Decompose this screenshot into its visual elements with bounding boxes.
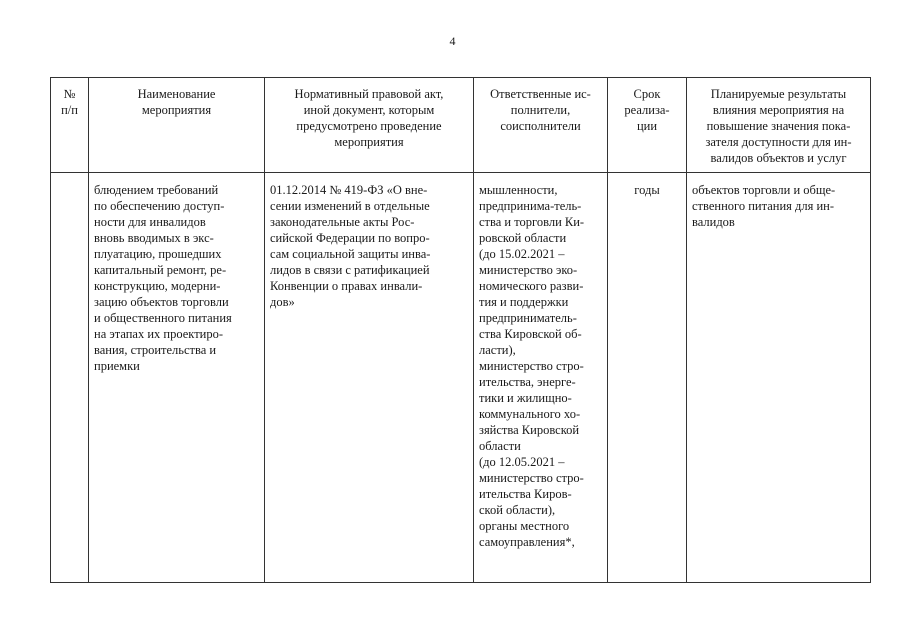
text-line: зацию объектов торговли xyxy=(94,295,229,309)
text-line: предусмотрено проведение xyxy=(296,119,442,133)
text-line: предприниматель- xyxy=(479,311,577,325)
text-line: на этапах их проектиро- xyxy=(94,327,224,341)
text-line: Наименование xyxy=(137,87,216,101)
page-number: 4 xyxy=(449,34,456,48)
header-planned-results xyxy=(687,78,871,173)
text-line: № xyxy=(63,87,76,101)
text-line: ской области), xyxy=(479,503,556,517)
text-line: сении изменений в отдельные xyxy=(270,199,430,213)
text-line: области xyxy=(479,439,521,453)
text-line: Нормативный правовой акт, xyxy=(294,87,444,101)
text-line: самоуправления*, xyxy=(479,535,575,549)
text-line: повышение значения пока- xyxy=(706,119,851,133)
text-line: валидов xyxy=(692,215,735,229)
text-line: законодательные акты Рос- xyxy=(270,215,415,229)
header-measure-name xyxy=(89,78,265,173)
text-line: ласти), xyxy=(479,343,516,357)
cell-responsible xyxy=(474,173,608,583)
header-number xyxy=(51,78,89,173)
text-line: вания, строительства и xyxy=(94,343,217,357)
text-line: валидов объектов и услуг xyxy=(710,151,847,165)
text-line: министерство эко- xyxy=(479,263,578,277)
text-line: зателя доступности для ин- xyxy=(705,135,852,149)
table-header-row xyxy=(51,78,871,173)
text-line: Срок xyxy=(633,87,661,101)
cell-term: годы xyxy=(608,173,687,583)
text-line: ровской области xyxy=(479,231,567,245)
text-line: плуатацию, прошедших xyxy=(94,247,222,261)
text-line: ственного питания для ин- xyxy=(692,199,835,213)
measures-table xyxy=(50,77,871,583)
table-row xyxy=(51,173,871,583)
text-line: ительства, энерге- xyxy=(479,375,576,389)
header-legal-act xyxy=(265,78,474,173)
text-line: лидов в связи с ратификацией xyxy=(270,263,430,277)
text-line: вновь вводимых в экс- xyxy=(94,231,214,245)
text-line: сийской Федерации по вопро- xyxy=(270,231,430,245)
text-line: полнители, xyxy=(510,103,571,117)
text-line: приемки xyxy=(94,359,140,373)
text-line: министерство стро- xyxy=(479,359,584,373)
text-line: Планируемые результаты xyxy=(710,87,847,101)
text-line: (до 15.02.2021 – xyxy=(479,247,565,261)
cell-planned-results xyxy=(687,173,871,583)
text-line: ства Кировской об- xyxy=(479,327,582,341)
text-line: реализа- xyxy=(624,103,670,117)
text-line: коммунального хо- xyxy=(479,407,581,421)
text-line: Конвенции о правах инвали- xyxy=(270,279,423,293)
text-line: иной документ, которым xyxy=(303,103,435,117)
text-line: влияния мероприятия на xyxy=(712,103,845,117)
text-line: ности для инвалидов xyxy=(94,215,206,229)
text-line: объектов торговли и обще- xyxy=(692,183,836,197)
text-line: органы местного xyxy=(479,519,570,533)
text-line: министерство стро- xyxy=(479,471,584,485)
text-line: мероприятия xyxy=(141,103,212,117)
cell-number xyxy=(51,173,89,583)
text-line: конструкцию, модерни- xyxy=(94,279,221,293)
text-line: 01.12.2014 № 419-ФЗ «О вне- xyxy=(270,183,428,197)
text-line: мышленности, xyxy=(479,183,558,197)
text-line: Ответственные ис- xyxy=(490,87,591,101)
text-line: (до 12.05.2021 – xyxy=(479,455,565,469)
text-line: сам социальной защиты инва- xyxy=(270,247,431,261)
text-line: мероприятия xyxy=(334,135,404,149)
text-line: номического разви- xyxy=(479,279,584,293)
text-line: и общественного питания xyxy=(94,311,232,325)
text-line: по обеспечению доступ- xyxy=(94,199,225,213)
text-line: дов» xyxy=(270,295,295,309)
text-line: блюдением требований xyxy=(94,183,219,197)
text-line: тия и поддержки xyxy=(479,295,569,309)
text-line: ительства Киров- xyxy=(479,487,572,501)
text-line: п/п xyxy=(61,103,78,117)
text-line: зяйства Кировской xyxy=(479,423,580,437)
cell-legal-act xyxy=(265,173,474,583)
cell-measure-name xyxy=(89,173,265,583)
text-line: ции xyxy=(636,119,658,133)
header-responsible xyxy=(474,78,608,173)
text-line: тики и жилищно- xyxy=(479,391,572,405)
header-term xyxy=(608,78,687,173)
text-line: предпринима-тель- xyxy=(479,199,582,213)
text-line: соисполнители xyxy=(500,119,581,133)
text-line: ства и торговли Ки- xyxy=(479,215,585,229)
text-line: капитальный ремонт, ре- xyxy=(94,263,227,277)
